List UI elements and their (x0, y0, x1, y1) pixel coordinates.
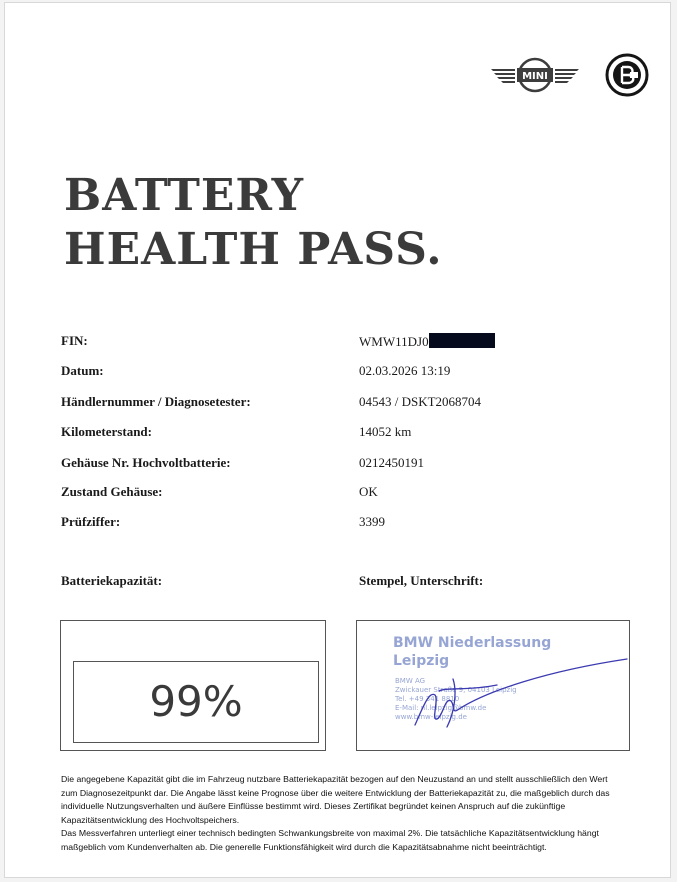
stamp-line-7: www.bmw-leipzig.de (395, 713, 467, 721)
field-value-kilometerstand: 14052 km (359, 424, 412, 439)
disclaimer-text (61, 773, 621, 855)
field-row-datum (61, 363, 621, 383)
stamp-signature-box (356, 620, 630, 751)
page-title (64, 169, 443, 277)
field-label-fin: FIN: (61, 333, 88, 348)
field-value-fin: WMW11DJ0 (359, 333, 495, 350)
field-value-pruefziffer: 3399 (359, 514, 385, 529)
svg-text:MINI: MINI (522, 71, 548, 82)
stamp-line-5: Tel. +49 341 8810 (395, 695, 460, 703)
field-row-pruefziffer (61, 514, 621, 534)
stamp-line-6: E-Mail: nl.leipzig@bmw.de (395, 704, 487, 712)
field-value-haendler: 04543 / DSKT2068704 (359, 394, 482, 409)
stamp-line-2: Leipzig (393, 653, 450, 669)
disclaimer-paragraph-2: Das Messverfahren unterliegt einer technisch bedingten Schwankungsbreite von maximal 2%. Die tatsächliche Kapazitätsentwicklung hängt maßgeblich vom Kundenverhalten ab. Die generelle Funktionsfähigkeit wird durch die Kapazitätsabnahme nicht beeinträchtigt. (61, 828, 599, 852)
capacity-inner-box (73, 661, 319, 743)
field-row-gehaeuse-nr (61, 455, 621, 475)
capacity-box (60, 620, 326, 751)
field-label-datum: Datum: (61, 363, 104, 378)
capacity-label: Batteriekapazität: (61, 573, 163, 588)
stamp-line-4: Zwickauer Straße 9, 04103 Leipzig (395, 686, 517, 694)
signature-label: Stempel, Unterschrift: (359, 573, 484, 588)
dealer-stamp (357, 621, 630, 751)
electric-badge-logo (605, 53, 649, 97)
field-label-zustand: Zustand Gehäuse: (61, 484, 163, 499)
field-value-zustand: OK (359, 484, 378, 499)
title-line-1: BATTERY (64, 170, 304, 221)
title-line-2: HEALTH PASS. (64, 224, 443, 275)
stamp-line-1: BMW Niederlassung (393, 635, 552, 651)
field-row-haendler (61, 394, 621, 414)
field-value-datum: 02.03.2026 13:19 (359, 363, 451, 378)
disclaimer-paragraph-1: Die angegebene Kapazität gibt die im Fahrzeug nutzbare Batteriekapazität bezogen auf den Neuzustand an und stellt ausschließlich den Wert zum Diagnosezeitpunkt dar. Die Angabe lässt keine Prognose über die weitere Entwicklung der Batteriekapazität zu, die maßgeblich durch das individuelle Nutzungsverhalten und äußere Einflüsse bestimmt wird. Dieses Zertifikat begründet keinen Anspruch auf die zukünftige Kapazitätsentwicklung des Hochvoltspeichers. (61, 774, 610, 825)
mini-logo (489, 57, 581, 93)
field-label-haendler: Händlernummer / Diagnosetester: (61, 394, 251, 409)
document-page (4, 2, 671, 878)
field-value-gehaeuse-nr: 0212450191 (359, 455, 424, 470)
field-row-fin (61, 333, 621, 353)
field-label-pruefziffer: Prüfziffer: (61, 514, 121, 529)
field-row-zustand (61, 484, 621, 504)
capacity-value: 99% (149, 677, 243, 726)
field-label-gehaeuse-nr: Gehäuse Nr. Hochvoltbatterie: (61, 455, 231, 470)
field-row-kilometerstand (61, 424, 621, 444)
field-label-kilometerstand: Kilometerstand: (61, 424, 152, 439)
redaction-bar (429, 333, 495, 348)
stamp-line-3: BMW AG (395, 677, 426, 685)
